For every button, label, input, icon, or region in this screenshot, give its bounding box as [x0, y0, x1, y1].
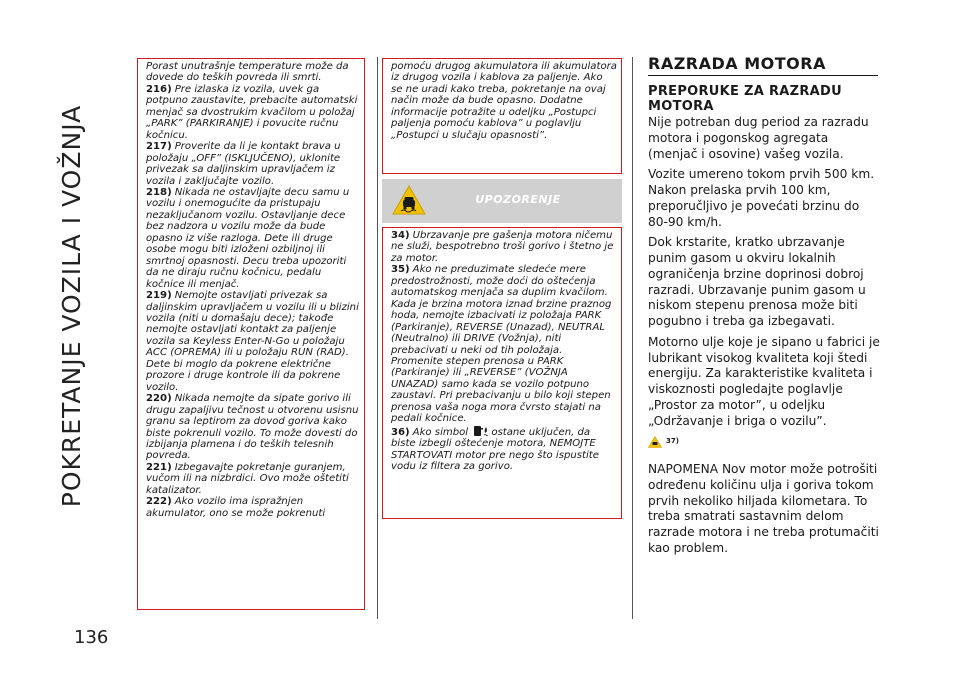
note-paragraph: NAPOMENA Nov motor može potrošiti određenu količinu ulja i goriva tokom prvih nekoliko hiljada kilometara. To treba smatrati sastavnim delom razrade motora i ne treba protumačiti kao problem. — [648, 462, 879, 555]
safety-note: 220) Nikada nemojte da sipate gorivo ili drugu zapaljivu tečnost u otvorenu usisnu granu sa leptirom za dovod goriva kako biste pokrenuli vozilo. To može dovesti do izbijanja plamena i do teških telesnih povreda. — [146, 393, 359, 462]
warning-header — [382, 179, 622, 223]
page-number: 136 — [74, 627, 109, 648]
safety-note: 219) Nemojte ostavljati privezak sa daljinskim upravljačem u vozilu ili u blizini vozila (niti u domašaju dece); takođe nemojte ostavljati kontakt za paljenje vozila sa Keyless Enter-N-Go u položaju ACC (OPREMA) ili u položaju RUN (RAD). Dete bi moglo da pokrene električne prozore i druge kontrole ili da pokrene vozilo. — [146, 290, 359, 393]
continuation-box — [382, 58, 622, 174]
safety-note: 222) Ako vozilo ima ispražnjen akumulator, ono se može pokrenuti — [146, 496, 326, 519]
safety-notes-box — [137, 58, 365, 610]
water-in-fuel-icon — [473, 425, 489, 437]
section-subtitle: PREPORUKE ZA RAZRADU MOTORA — [648, 84, 842, 114]
safety-note: 218) Nikada ne ostavljajte decu samu u vozilu i onemogućite da pristupaju nezaključanom vozilu. Ostavljanje dece bez nadzora u vozilu može da bude opasno iz više razloga. Dete ili druge osobe mogu biti izloženi ozbiljnoj ili smrtnoj opasnosti. Decu treba upozoriti da ne diraju ručnu kočnicu, pedalu kočnice ili menjač. — [146, 186, 350, 290]
safety-note: 217) Proverite da li je kontakt brava u položaju „OFF” (ISKLJUČENO), uklonite privezak sa daljinskim upravljačem iz vozila i zaključajte vozilo. — [146, 141, 341, 187]
warning-title: UPOZORENJE — [475, 193, 561, 206]
safety-note: 221) Izbegavajte pokretanje guranjem, vučom ili na nizbrdici. Ovo može oštetiti katalizator. — [146, 461, 349, 496]
warning-note: 35) Ako ne preduzimate sledeće mere predostrožnosti, može doći do oštećenja automatskog menjača sa duplim kvačilom. Kada je brzina motora iznad brzine praznog hoda, nemojte izbacivati iz položaja PARK (Parkiranje), REVERSE (Unazad), NEUTRAL (Neutralno) ili DRIVE (Vožnja), niti prebacivati u neki od tih položaja. Promenite stepen prenosa u PARK (Parkiranje) ili „REVERSE” (VOŽNJA UNAZAD) samo kada se vozilo potpuno zaustavi. Pri prebacivanju u bilo koji stepen prenosa vaša noga mora čvrsto stajati na pedali kočnice. — [391, 264, 612, 425]
warning-note: 36) Ako simbol ostane uključen, da biste izbegli oštećenje motora, NEMOJTE STARTOVATI motor pre nego što ispustite vodu iz filtera za gorivo. — [391, 426, 599, 473]
section-body — [648, 115, 880, 562]
warning-triangle-icon — [648, 436, 662, 448]
paragraph: Vozite umereno tokom prvih 500 km. Nakon prelaska prvih 100 km, preporučljivo je povećati brzinu do 80-90 km/h. — [648, 167, 875, 229]
paragraph: Nije potreban dug period za razradu motora i pogonskog agregata (menjač i osovine) vašeg vozila. — [648, 115, 869, 161]
paragraph: Dok krstarite, kratko ubrzavanje punim gasom u okviru lokalnih ograničenja brzine doprinosi dobroj razradi. Ubrzavanje punim gasom u niskom stepenu prenosa može biti pogubno i treba ga izbegavati. — [648, 235, 866, 328]
column-divider-right — [632, 57, 633, 619]
safety-note: Porast unutrašnje temperature može da dovede do teških povreda ili smrti. — [146, 61, 349, 84]
chapter-side-title: POKRETANJE VOZILA I VOŽNJA — [57, 104, 86, 508]
continuation-text: pomoću drugog akumulatora ili akumulatora iz drugog vozila i kablova za paljenje. Ako se ne uradi kako treba, pokretanje na ovaj način može da bude opasno. Dodatne informacije potražite u odeljku „Postupci paljenja pomoću kablova” u poglavlju „Postupci u slučaju opasnosti”. — [391, 61, 617, 141]
section-title: RAZRADA MOTORA — [648, 54, 878, 76]
paragraph: Motorno ulje koje je sipano u fabrici je lubrikant visokog kvaliteta koji štedi energiju. Za karakteristike kvaliteta i viskoznosti pogledajte poglavlje „Prostor za motor”, u odeljku „Održavanje i briga o vozilu”. — [648, 334, 880, 428]
safety-note: 216) Pre izlaska iz vozila, uvek ga potpuno zaustavite, prebacite automatski menjač sa dvostrukim kvačilom u položaj „PARK” (PARKIRANJE) i povucite ručnu kočnicu. — [146, 83, 358, 141]
warning-box — [382, 227, 622, 519]
column-divider-left — [377, 57, 378, 619]
warning-reference — [648, 434, 880, 450]
warning-note: 34) Ubrzavanje pre gašenja motora ničemu ne služi, bespotrebno troši gorivo i štetno je za motor. — [391, 230, 614, 264]
reference-number: 37) — [666, 437, 679, 446]
